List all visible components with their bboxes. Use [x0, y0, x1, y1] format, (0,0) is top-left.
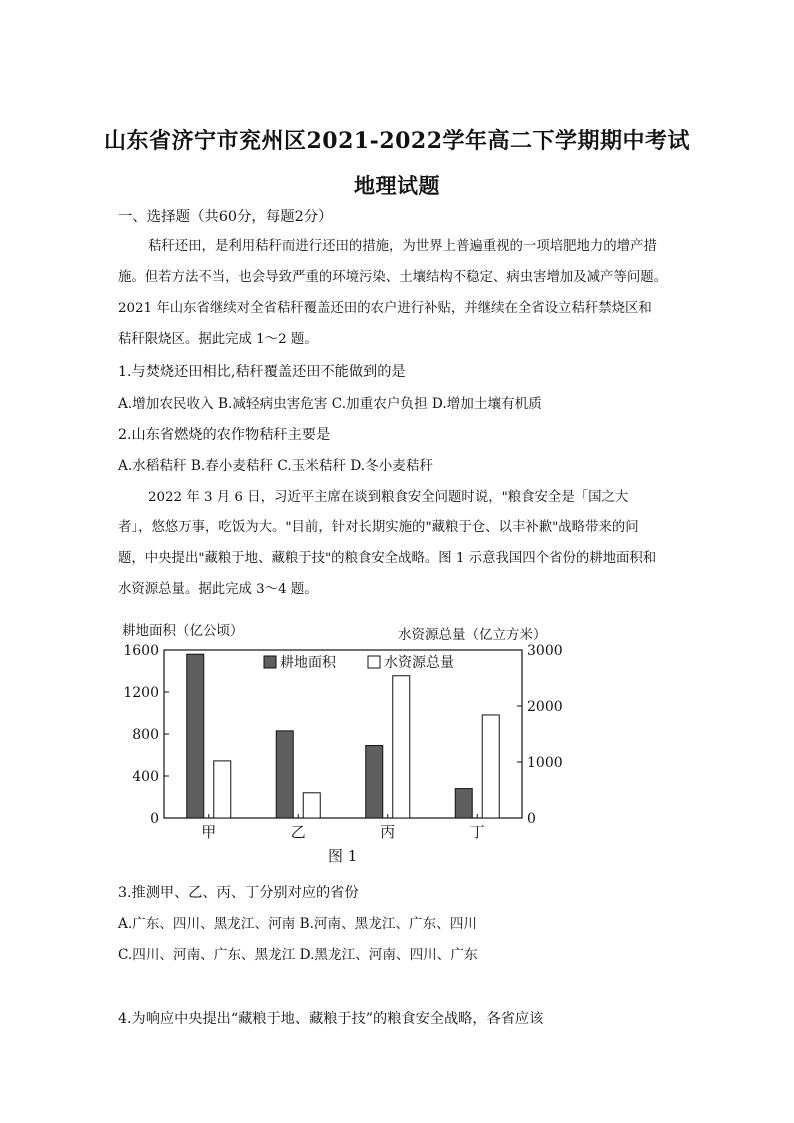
passage1-line-4: 秸秆限烧区。据此完成 1～2 题。 — [118, 332, 318, 347]
left-tick-label: 1200 — [123, 685, 159, 701]
left-tick-label: 400 — [132, 769, 159, 785]
category-label: 丙 — [380, 823, 396, 841]
bar-cultivated-land — [455, 789, 472, 818]
legend-swatch — [264, 656, 276, 668]
figure-1-chart — [118, 612, 563, 872]
question-3-options-1: A.广东、四川、黑龙江、河南 B.河南、黑龙江、广东、四川 — [118, 916, 478, 932]
question-3-options-2: C.四川、河南、广东、黑龙江 D.黑龙江、河南、四川、广东 — [118, 947, 478, 963]
category-label: 丁 — [469, 823, 485, 841]
passage1-line-3: 2021 年山东省继续对全省秸秆覆盖还田的农户进行补贴，并继续在全省设立秸秆禁烧区和 — [118, 301, 652, 316]
bar-water-resources — [214, 761, 231, 818]
legend-label: 水资源总量 — [384, 655, 454, 671]
passage2-line-4: 水资源总量。据此完成 3～4 题。 — [118, 582, 318, 597]
bar-cultivated-land — [366, 746, 383, 818]
bar-water-resources — [303, 793, 320, 818]
category-label: 乙 — [290, 823, 306, 841]
left-tick-label: 800 — [132, 727, 159, 743]
question-4: 4.为响应中央提出“藏粮于地、藏粮于技”的粮食安全战略，各省应该 — [118, 1011, 544, 1027]
bar-water-resources — [482, 715, 499, 818]
question-3: 3.推测甲、乙、丙、丁分别对应的省份 — [118, 885, 359, 901]
paper-title: 山东省济宁市兖州区2021-2022学年高二下学期期中考试 — [103, 128, 691, 154]
right-tick-label: 3000 — [527, 643, 563, 659]
question-2-options: A.水稻秸秆 B.春小麦秸秆 C.玉米秸秆 D.冬小麦秸秆 — [118, 458, 434, 474]
category-label: 甲 — [201, 823, 217, 841]
section-heading: 一、选择题（共60分，每题2分） — [118, 209, 333, 225]
passage1-line-1: 秸秆还田，是利用秸秆而进行还田的措施，为世界上普遍重视的一项培肥地力的增产措 — [148, 239, 657, 254]
bar-cultivated-land — [276, 731, 293, 818]
chart-caption: 图 1 — [328, 847, 358, 865]
passage2-line-3: 题，中央提出"藏粮于地、藏粮于技"的粮食安全战略。图 1 示意我国四个省份的耕地面积和 — [118, 551, 657, 566]
left-tick-label: 1600 — [123, 643, 159, 659]
question-1-options: A.增加农民收入 B.减轻病虫害危害 C.加重农户负担 D.增加土壤有机质 — [118, 396, 542, 412]
paper-subtitle: 地理试题 — [354, 173, 440, 198]
bar-cultivated-land — [187, 654, 204, 818]
legend-label: 耕地面积 — [280, 655, 336, 671]
bar-water-resources — [393, 676, 410, 818]
passage1-line-2: 施。但若方法不当，也会导致严重的环境污染、土壤结构不稳定、病虫害增加及减产等问题。 — [118, 270, 668, 285]
passage2-line-1: 2022 年 3 月 6 日，习近平主席在谈到粮食安全问题时说，"粮食安全是「国之大 — [148, 490, 629, 505]
passage2-line-2: 者」，悠悠万事，吃饭为大。"目前，针对长期实施的"藏粮于仓、以丰补歉"战略带来的问 — [118, 520, 639, 535]
right-tick-label: 1000 — [527, 755, 563, 771]
right-tick-label: 0 — [527, 811, 536, 827]
right-tick-label: 2000 — [527, 699, 563, 715]
left-tick-label: 0 — [150, 811, 159, 827]
question-2: 2.山东省燃烧的农作物秸秆主要是 — [118, 427, 331, 443]
left-axis-label: 耕地面积（亿公顷） — [122, 623, 244, 639]
legend-swatch — [368, 656, 380, 668]
right-axis-label: 水资源总量（亿立方米） — [398, 627, 547, 643]
question-1: 1.与焚烧还田相比,秸秆覆盖还田不能做到的是 — [118, 364, 406, 380]
